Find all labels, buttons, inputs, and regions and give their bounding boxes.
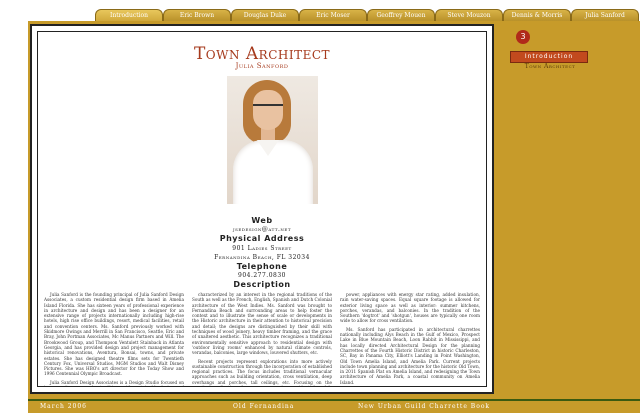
tab-steve-mouzon[interactable]: Steve Mouzon [435, 9, 503, 21]
content-panel [30, 24, 494, 394]
web-label: Web [251, 216, 273, 225]
page-subtitle: Julia Sanford [235, 62, 289, 70]
address-label: Physical Address [219, 234, 305, 243]
description-paragraph: Recent projects represent explorations into more actively sustainable construction through the incorporation of established regional practices. The focus includes traditional vernacular approaches such as building orientation, cross ventilation, deep overhangs and porches, tall ceilings, etc. Focusing on the [192, 358, 332, 385]
description-column-2 [192, 292, 332, 386]
description-label: Description [233, 280, 291, 289]
description-paragraph: Julia Sanford Design Associates is a Design Studio focused on [50, 379, 184, 385]
tab-eric-brown[interactable]: Eric Brown [163, 9, 231, 21]
content-panel-inner [37, 31, 487, 387]
footer-location: Old Fernandina [233, 403, 295, 410]
phone-value: 904.277.0830 [238, 272, 286, 279]
phone-label: Telephone [236, 262, 288, 271]
sidebar-nav-sub-link[interactable]: Town Architect [524, 63, 576, 70]
portrait-photo [227, 76, 318, 204]
description-column-1 [44, 292, 184, 386]
tab-geoffrey-mouen[interactable]: Geoffrey Mouen [367, 9, 435, 21]
step-number-badge: 3 [516, 30, 530, 44]
sidebar-nav-introduction-button[interactable]: Introduction [510, 51, 588, 63]
address-line2: Fernandina Beach, FL 32034 [214, 254, 310, 261]
page-title: Town Architect [193, 44, 331, 64]
description-column-3 [340, 292, 480, 386]
address-line1: 901 Ladies Street [232, 245, 292, 252]
footer-date: March 2006 [40, 403, 87, 410]
description-columns [44, 292, 480, 386]
description-paragraph: Ms. Sanford has participated in architectural charrettes nationally including Alys Beach in the Gulf of Mexico, Prospect Lake in Blue Mountain Beach, Loon Rabbit in Mississippi, and has locally directed Architectural Design for the planning Charrettes of the Fourth Historic District in historic Charleston, SC, Bay in Panama City, Elliott's Landing in Point Washington, Old Town Amelia Island, and Amelia Park. Current projects include town planning and architecture for the historic Old Town, in 2011 Spanish Plat on Amelia Island, and redesigning the Town architecture of Amelia Park, a coastal community on Amelia Island. [340, 326, 480, 385]
tab-bar [95, 9, 640, 21]
description-paragraph: power, appliances with energy star rating, added insulation, rain water-saving spaces. Equal square footage is allowed for exterior living space as well as interior: summer kitchens, porches, verandas, and balconies. In the tradition of the Southern 'dogtrot' and 'shotgun', houses are typically one room wide to allow for cross ventilation. [340, 292, 480, 324]
description-paragraph: Julia Sanford is the founding principal of Julia Sanford Design Associates, a custom residential design firm based in Amelia Island Florida. She has sixteen years of professional experience in architecture and design and has been a designer for an extensive range of projects internationally including high-rise hotels, high rise office buildings, resort, medical facilities, retail and convention centers. Ms. Sanford previously worked with Skidmore Owings and Merrill in San Francisco, Seattle, Eric and Bray, John Portman Associates, Mc Manus Partners and Will. The Brookwood Group, and Thompson Ventulett Stainback in Atlanta Georgia, and has provided design and project management for historical renovations, Aventura, Bonsai, towns, and private estates. She has designed theatre films sets for Twentieth Century Fox, Universal Studios, MGM Studios and Walt Disney Pictures. She was HBO's art director for the Today Show and 1996 Centennial Olympic Broadcast. [44, 292, 184, 377]
tab-introduction[interactable]: Introduction [95, 9, 163, 21]
tab-dennis-morris[interactable]: Dennis & Morris [503, 9, 571, 21]
web-value[interactable]: jsedesign@att.net [233, 226, 291, 233]
tab-douglas-duke[interactable]: Douglas Duke [231, 9, 299, 21]
description-paragraph: characterized by an interest in the regional traditions of the South as well as the French, English, Spanish and Dutch Colonial architecture of the West Indies. Ms. Sanford was brought to Fernandina Beach and surrounding areas to help foster the context and to illustrate the sense of scale or developments in the Historic architecture in their attention to historical precision and detail; the designs are distinguished by their skill with techniques of wood joinery, heavy timber framing, and the grace of unaltered aesthetic. This architecture recognizes a traditional environmentally sensitive approach to residential design with 'outdoor living rooms' enhanced by natural climate controls, verandas, balconies, large windows, louvered shutters, etc. [192, 292, 332, 356]
footer [28, 399, 640, 413]
footer-book-title: New Urban Guild Charrette Book [358, 403, 491, 410]
tab-eric-moser[interactable]: Eric Moser [299, 9, 367, 21]
tab-julia-sanford[interactable]: Julia Sanford [571, 9, 639, 21]
